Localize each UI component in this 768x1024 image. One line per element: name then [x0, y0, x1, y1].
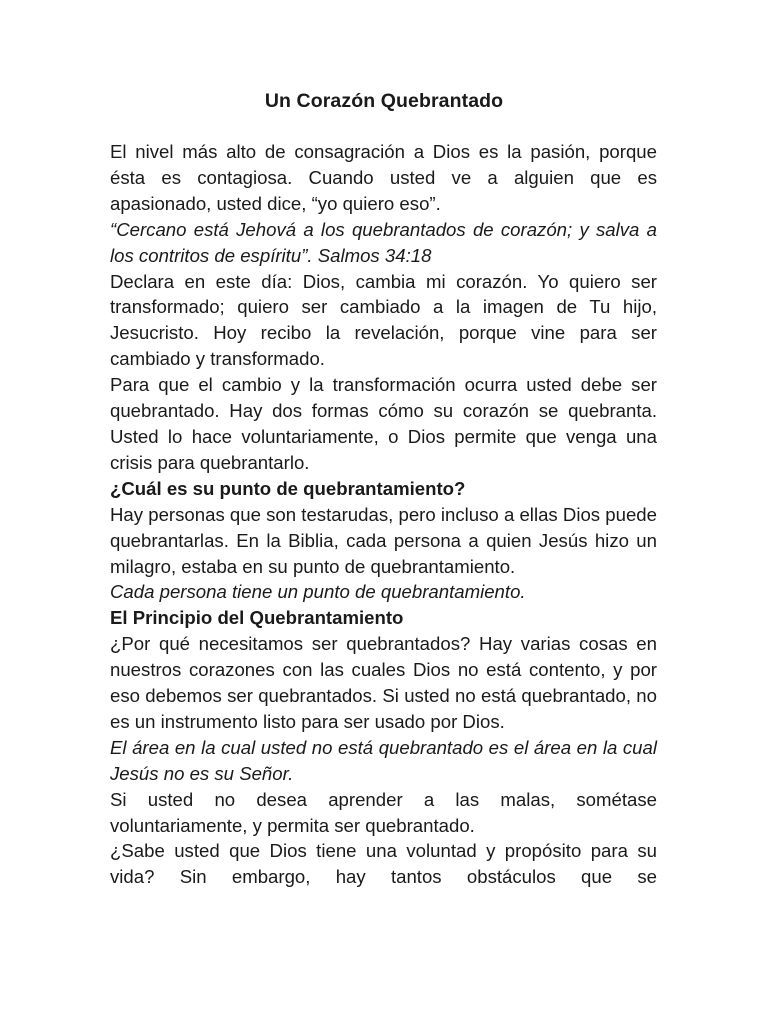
- section-heading-breaking-point: ¿Cuál es su punto de quebrantamiento?: [110, 477, 466, 499]
- paragraph-why-broken: ¿Por qué necesitamos ser quebrantados? Hay varias cosas en nuestros corazones con las cuales Dios no está contento, y por eso debemos ser quebrantados. Si usted no está quebrantado, no es un instrumento listo para ser usado por Dios.: [110, 633, 657, 732]
- emphasis-lordship: El área en la cual usted no está quebrantado es el área en la cual Jesús no es su Señor.: [110, 736, 657, 784]
- emphasis-breaking-point: Cada persona tiene un punto de quebrantamiento.: [110, 581, 526, 603]
- scripture-quote-psalm: “Cercano está Jehová a los quebrantados de corazón; y salva a los contritos de espíritu”. Salmos 34:18: [110, 218, 657, 266]
- document-body: [110, 139, 657, 890]
- paragraph-passion: El nivel más alto de consagración a Dios es la pasión, porque ésta es contagiosa. Cuando usted ve a alguien que es apasionado, usted dice, “yo quiero eso”.: [110, 141, 657, 214]
- paragraph-transformation: Para que el cambio y la transformación ocurra usted debe ser quebrantado. Hay dos formas cómo su corazón se quebranta. Usted lo hace voluntariamente, o Dios permite que venga una crisis para quebrantarlo.: [110, 374, 657, 473]
- document-title: Un Corazón Quebrantado: [264, 90, 504, 112]
- paragraph-stubborn-people: Hay personas que son testarudas, pero incluso a ellas Dios puede quebrantarlas. En la Biblia, cada persona a quien Jesús hizo un milagro, estaba en su punto de quebrantamiento.: [110, 503, 657, 577]
- paragraph-submit: Si usted no desea aprender a las malas, sométase voluntariamente, y permita ser quebrantado.: [110, 788, 657, 836]
- paragraph-purpose: ¿Sabe usted que Dios tiene una voluntad y propósito para su vida? Sin embargo, hay tantos obstáculos que se: [110, 840, 657, 888]
- section-heading-principle: El Principio del Quebrantamiento: [110, 607, 404, 629]
- paragraph-declaration: Declara en este día: Dios, cambia mi corazón. Yo quiero ser transformado; quiero ser cambiado a la imagen de Tu hijo, Jesucristo. Hoy recibo la revelación, porque vine para ser cambiado y transformado.: [110, 270, 657, 370]
